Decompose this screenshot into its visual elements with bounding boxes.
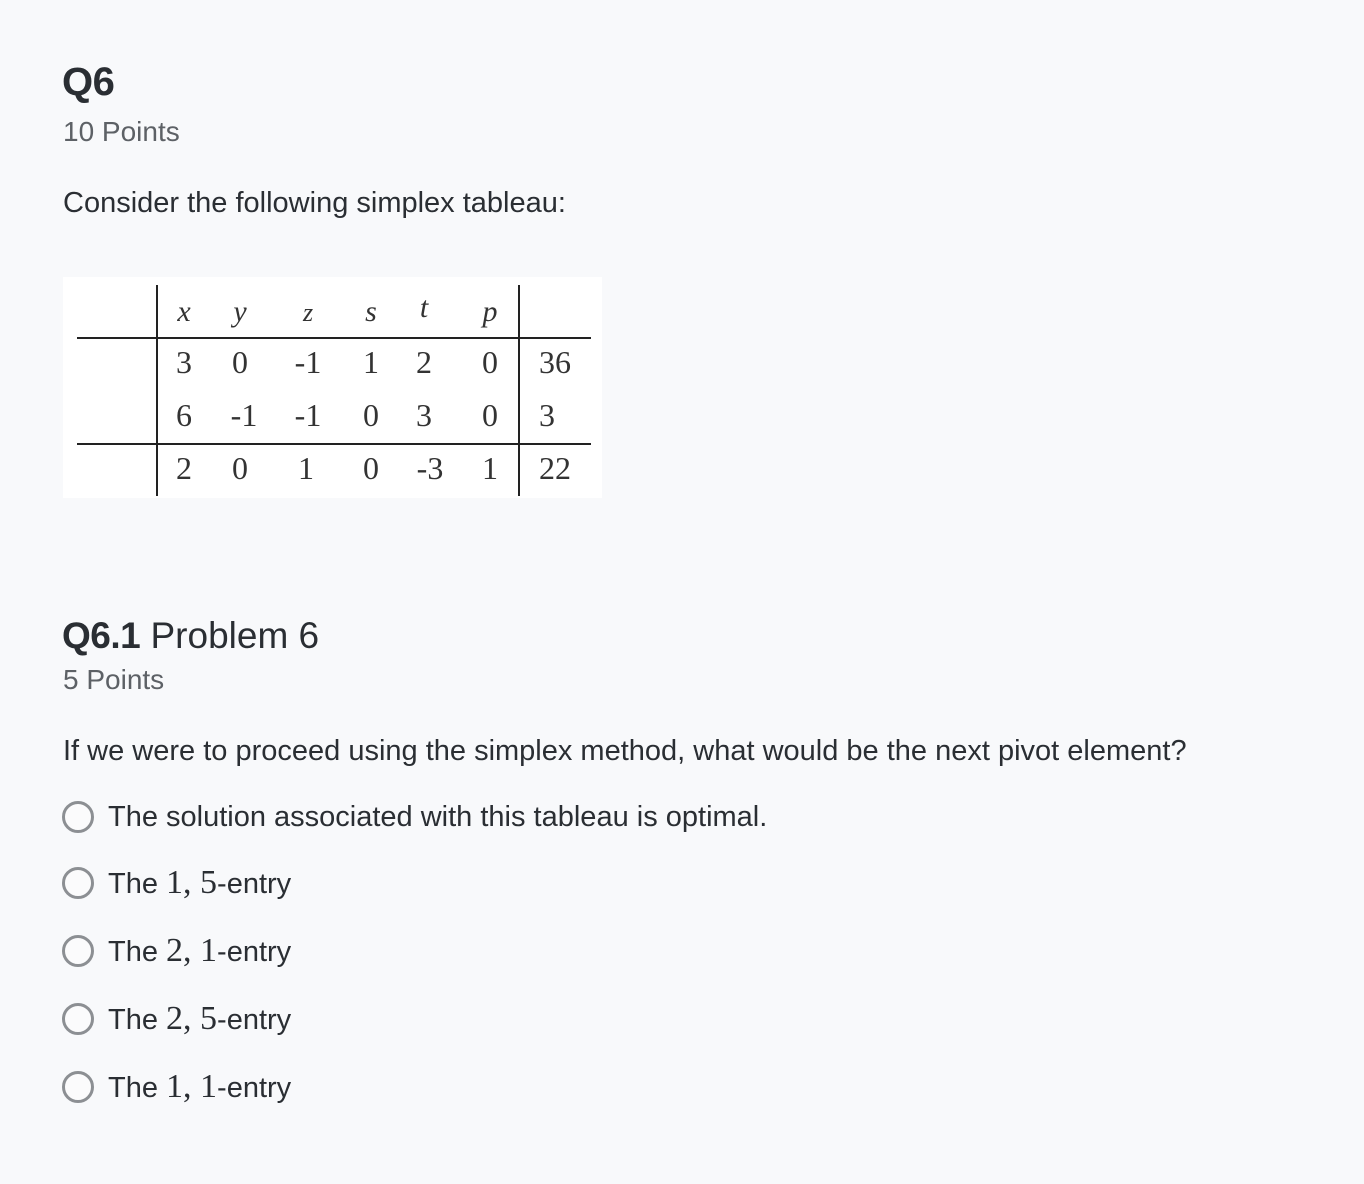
tableau-header: z [302, 298, 314, 327]
tableau-cell: 0 [232, 450, 248, 486]
tableau-cell: 3 [416, 397, 432, 433]
tableau-cell: -1 [294, 344, 322, 380]
radio-button[interactable] [62, 1003, 94, 1035]
answer-option-label [108, 1000, 291, 1038]
option-suffix: -entry [217, 1072, 292, 1104]
tableau-cell: 1 [482, 450, 498, 486]
answer-option-label [108, 801, 767, 834]
option-text: The solution associated with this tableau is optimal. [108, 800, 768, 833]
tableau-cell: 1 [298, 450, 314, 486]
tableau-cell: -1 [230, 397, 258, 433]
option-text: The [108, 868, 167, 900]
tableau-cell: 2 [416, 344, 432, 380]
radio-button[interactable] [62, 801, 94, 833]
answer-option-2-1[interactable] [62, 931, 291, 971]
answer-option-1-1[interactable] [62, 1067, 291, 1107]
answer-option-optimal[interactable] [62, 797, 767, 837]
tableau-cell: -3 [416, 450, 444, 486]
tableau-cell: 0 [232, 344, 248, 380]
option-suffix: -entry [217, 1004, 292, 1036]
tableau-header: x [177, 295, 191, 328]
tableau-cell: 0 [363, 450, 379, 486]
option-math: 1, 5 [166, 864, 218, 901]
option-text: The [108, 1004, 167, 1036]
option-math: 2, 1 [166, 932, 218, 969]
tableau-cell: 22 [539, 450, 571, 486]
radio-button[interactable] [62, 935, 94, 967]
tableau-cell: 3 [539, 397, 555, 433]
answer-option-1-5[interactable] [62, 863, 291, 903]
radio-button[interactable] [62, 1071, 94, 1103]
option-suffix: -entry [217, 868, 292, 900]
question-points: 10 Points [63, 116, 180, 147]
tableau-cell: 36 [539, 344, 571, 380]
tableau-header: t [419, 291, 429, 324]
tableau-cell: 0 [482, 397, 498, 433]
option-text: The [108, 936, 167, 968]
option-text: The [108, 1072, 167, 1104]
radio-button[interactable] [62, 867, 94, 899]
question-prompt: Consider the following simplex tableau: [63, 187, 566, 219]
tableau-cell: 0 [363, 397, 379, 433]
tableau-svg [63, 277, 602, 498]
option-suffix: -entry [217, 936, 292, 968]
option-math: 2, 5 [166, 1000, 218, 1037]
answer-option-2-5[interactable] [62, 999, 291, 1039]
answer-option-label [108, 864, 291, 902]
tableau-cell: 3 [176, 344, 192, 380]
tableau-cell: -1 [294, 397, 322, 433]
tableau-header: p [482, 295, 498, 328]
tableau-cell: 1 [363, 344, 379, 380]
subquestion-heading [62, 615, 319, 657]
simplex-tableau-image [63, 277, 602, 498]
answer-option-label [108, 1068, 291, 1106]
tableau-cell: 2 [176, 450, 192, 486]
tableau-header: s [365, 295, 377, 328]
tableau-cell: 0 [482, 344, 498, 380]
subquestion-number: Q6.1 [62, 615, 141, 656]
option-math: 1, 1 [166, 1068, 218, 1105]
question-number: Q6 [62, 60, 115, 104]
subquestion-text: If we were to proceed using the simplex method, what would be the next pivot element? [63, 735, 1187, 767]
answer-option-label [108, 932, 291, 970]
subquestion-points: 5 Points [63, 664, 165, 695]
tableau-header: y [233, 295, 247, 328]
tableau-cell: 6 [176, 397, 192, 433]
subquestion-title: Problem 6 [150, 615, 320, 656]
